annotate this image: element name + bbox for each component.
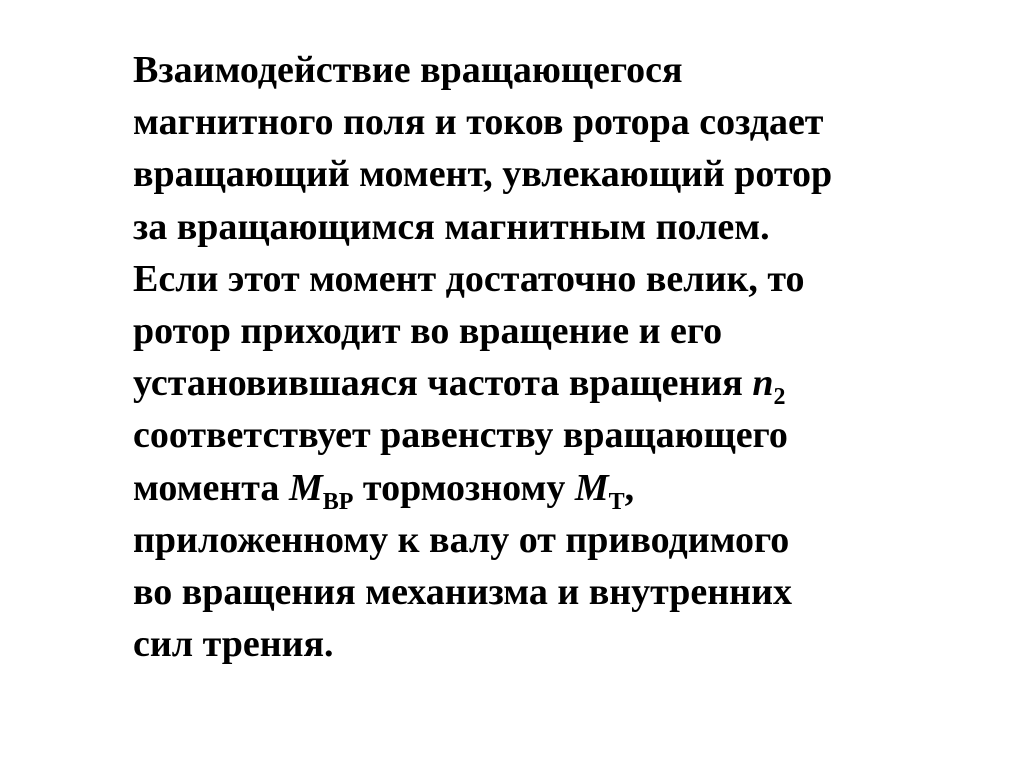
text-segment: , [624,466,635,509]
text-segment: тормозному [353,466,575,509]
braking-torque-symbol: M [574,466,609,509]
rotor-speed-subscript: 2 [773,384,786,411]
text-line: приложенному к валу от приводимого [133,518,790,561]
rotor-speed-symbol: n [752,362,774,405]
text-line: соответствует равенству вращающего [133,414,788,457]
torque-subscript: ВР [322,488,354,515]
text-line: за вращающимся магнитным полем. [133,205,770,248]
text-segment: момента [133,466,289,509]
text-line: сил трения. [133,623,334,666]
text-line-torques [133,462,933,514]
text-line: во вращения механизма и внутренних [133,570,792,613]
text-segment: установившаяся частота вращения [133,362,753,405]
text-line: магнитного поля и токов ротора создает [133,101,824,144]
text-line: вращающий момент, увлекающий ротор [133,153,833,196]
slide-body-text [133,44,933,670]
braking-torque-subscript: Т [608,488,625,515]
torque-symbol: M [288,466,323,509]
text-line: Взаимодействие вращающегося [133,49,683,91]
text-line: ротор приходит во вращение и его [133,309,723,352]
text-line: Если этот момент достаточно велик, то [133,257,805,300]
text-line-rotor-speed [133,357,933,409]
